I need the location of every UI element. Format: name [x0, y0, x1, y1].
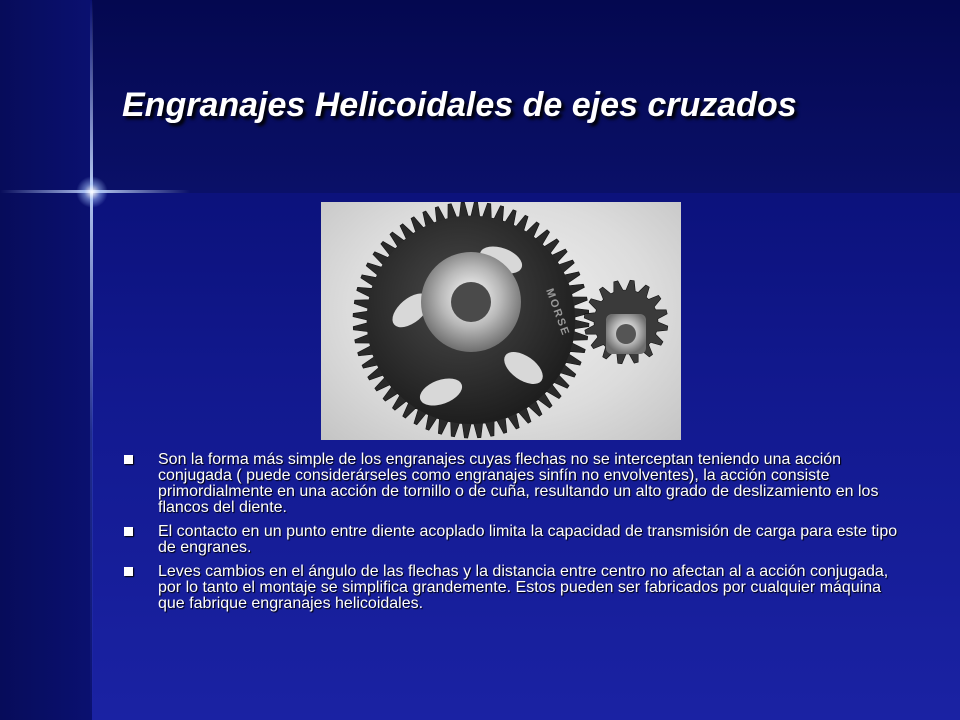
bullet-text: El contacto en un punto entre diente acoplado limita la capacidad de transmisión de carga para este tipo de engranes.: [158, 523, 898, 556]
square-bullet-icon: [124, 527, 133, 536]
small-pinion: [584, 280, 668, 364]
bullet-item: [120, 524, 910, 556]
square-bullet-icon: [124, 567, 133, 576]
gear-illustration: [321, 202, 681, 440]
gear-brand-label: MORSE: [543, 286, 572, 339]
gear-photo: [321, 202, 681, 440]
bullet-text: Son la forma más simple de los engranajes cuyas flechas no se interceptan teniendo una acción conjugada ( puede considerárseles como engranajes sinfín no envolventes), la acción consiste primordialmente en una acción de tornillo o de cuña, resultando un alto grado de deslizamiento en los flancos del diente.: [158, 451, 879, 516]
left-margin-band: [0, 0, 92, 720]
bullet-list: [120, 452, 910, 620]
bullet-item: [120, 452, 910, 516]
square-bullet-icon: [124, 455, 133, 464]
sparkle-icon: [76, 176, 108, 208]
slide-title: Engranajes Helicoidales de ejes cruzados: [122, 86, 797, 124]
large-gear: [353, 202, 589, 438]
bullet-text: Leves cambios en el ángulo de las flechas y la distancia entre centro no afectan al a acción conjugada, por lo tanto el montaje se simplifica grandemente. Estos pueden ser fabricados por cualquier máquina que fabrique engranajes helicoidales.: [158, 563, 889, 612]
bullet-item: [120, 564, 910, 612]
light-flare-vertical: [90, 0, 93, 720]
